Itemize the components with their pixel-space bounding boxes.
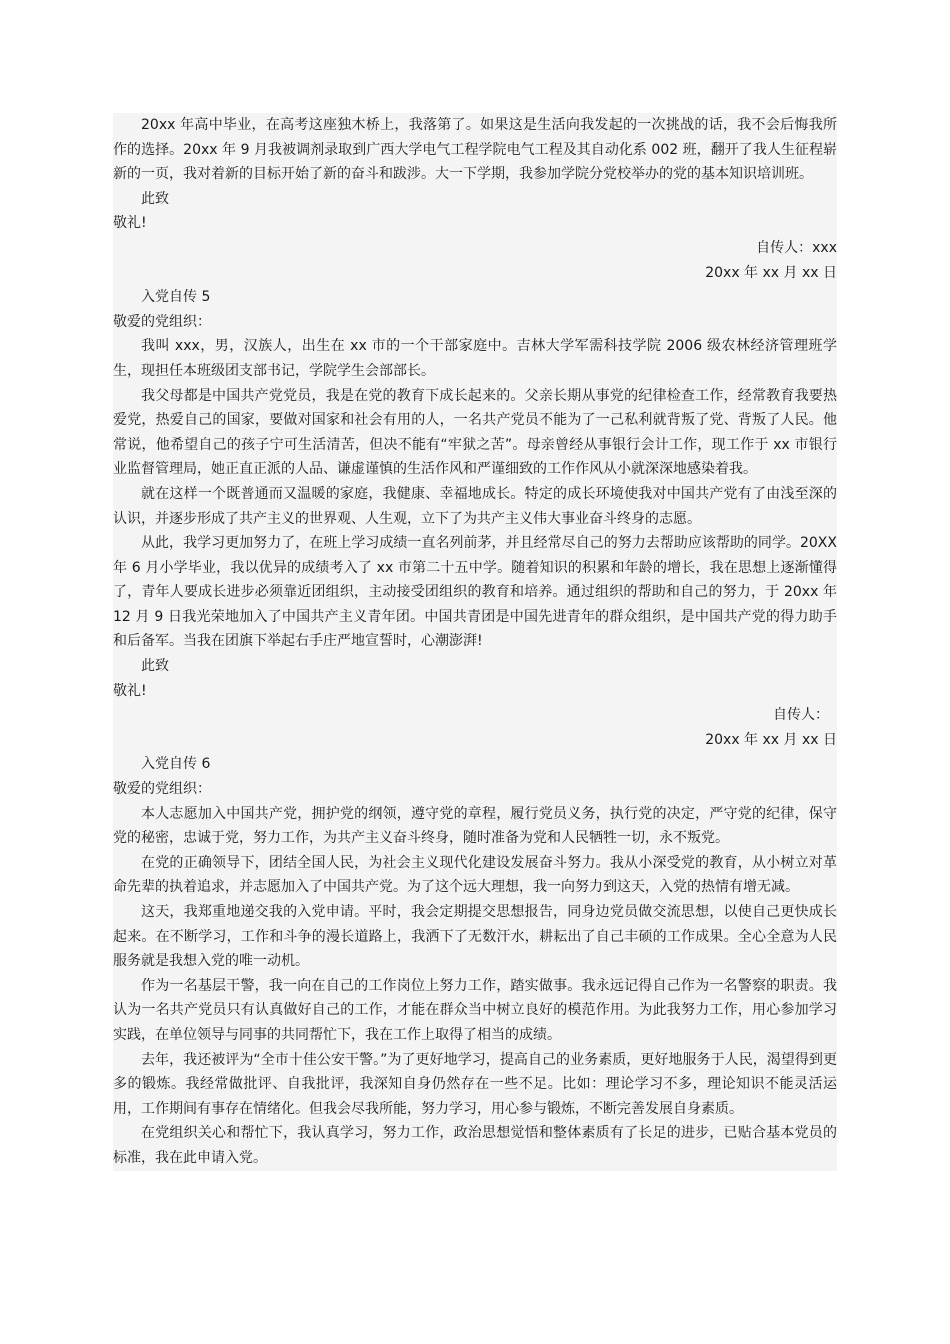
salutation: 敬爱的党组织： bbox=[113, 313, 211, 330]
closing-cizhi: 此致 bbox=[141, 190, 169, 207]
salutation: 敬爱的党组织： bbox=[113, 781, 211, 798]
date: 20xx 年 xx 月 xx 日 bbox=[705, 731, 837, 748]
paragraph: 作为一名基层干警，我一向在自己的工作岗位上努力工作，踏实做事。我永远记得自己作为一名警察的职责。我认为一名共产党员只有认真做好自己的工作，才能在群众当中树立良好的模范作用。为此我努力工作，用心参加学习实践，在单位领导与同事的共同帮忙下，我在工作上取得了相当的成绩。 bbox=[113, 977, 837, 1043]
paragraph: 就在这样一个既普通而又温暖的家庭，我健康、幸福地成长。特定的成长环境使我对中国共产党有了由浅至深的认识，并逐步形成了共产主义的世界观、人生观，立下了为共产主义伟大事业奋斗终身的志愿。 bbox=[113, 485, 837, 527]
section-title: 入党自传 5 bbox=[141, 289, 211, 306]
signer: 自传人：xxx bbox=[756, 239, 837, 256]
closing-jingli: 敬礼! bbox=[113, 682, 147, 699]
paragraph: 本人志愿加入中国共产党，拥护党的纲领，遵守党的章程，履行党员义务，执行党的决定，严守党的纪律，保守党的秘密，忠诚于党，努力工作，为共产主义奋斗终身，随时准备为党和人民牺牲一切，永不叛党。 bbox=[113, 805, 837, 847]
date: 20xx 年 xx 月 xx 日 bbox=[705, 264, 837, 281]
section-title: 入党自传 6 bbox=[141, 756, 211, 773]
paragraph: 我父母都是中国共产党党员，我是在党的教育下成长起来的。父亲长期从事党的纪律检查工作，经常教育我要热爱党，热爱自己的国家，要做对国家和社会有用的人，一名共产党员不能为了一己私利就背叛了党、背叛了人民。他常说，他希望自己的孩子宁可生活清苦，但决不能有“牢狱之苦”。母亲曾经从事银行会计工作，现工作于 xx 市银行业监督管理局，她正直正派的人品、谦虚谨慎的生活作风和严谨细致的工作作风从小就深深地感染着我。 bbox=[113, 387, 837, 478]
paragraph: 去年，我还被评为“全市十佳公安干警。”为了更好地学习，提高自己的业务素质，更好地服务于人民，渴望得到更多的锻炼。我经常做批评、自我批评，我深知自身仍然存在一些不足。比如：理论学习不多，理论知识不能灵活运用，工作期间有事存在情绪化。但我会尽我所能，努力学习，用心参与锻炼，不断完善发展自身素质。 bbox=[113, 1051, 837, 1117]
paragraph: 这天，我郑重地递交我的入党申请。平时，我会定期提交思想报告，同身边党员做交流思想，以使自己更快成长起来。在不断学习，工作和斗争的漫长道路上，我洒下了无数汗水，耕耘出了自己丰硕的工作成果。全心全意为人民服务就是我想入党的唯一动机。 bbox=[113, 904, 837, 970]
paragraph: 20xx 年高中毕业，在高考这座独木桥上，我落第了。如果这是生活向我发起的一次挑战的话，我不会后悔我所作的选择。20xx 年 9 月我被调剂录取到广西大学电气工程学院电气工程及其自动化系 002 班，翻开了我人生征程崭新的一页，我对着新的目标开始了新的奋斗和跋涉。大一下学期，我参加学院分党校举办的党的基本知识培训班。 bbox=[113, 117, 837, 183]
paragraph: 我叫 xxx，男，汉族人，出生在 xx 市的一个干部家庭中。吉林大学军需科技学院 2006 级农林经济管理班学生，现担任本班级团支部书记，学院学生会部部长。 bbox=[113, 338, 837, 379]
signer: 自传人： bbox=[773, 707, 829, 724]
closing-jingli: 敬礼! bbox=[113, 215, 147, 232]
paragraph: 从此，我学习更加努力了，在班上学习成绩一直名列前茅，并且经常尽自己的努力去帮助应该帮助的同学。20XX 年 6 月小学毕业，我以优异的成绩考入了 xx 市第二十五中学。随着知识的积累和年龄的增长，我在思想上逐渐懂得了，青年人要成长进步必须靠近团组织，主动接受团组织的教育和培养。通过组织的帮助和自己的努力，于 20xx 年 12 月 9 日我光荣地加入了中国共产主义青年团。中国共青团是中国先进青年的群众组织，是中国共产党的得力助手和后备军。当我在团旗下举起右手庄严地宣誓时，心潮澎湃! bbox=[113, 535, 837, 650]
paragraph: 在党的正确领导下，团结全国人民，为社会主义现代化建设发展奋斗努力。我从小深受党的教育，从小树立对革命先辈的执着追求，并志愿加入了中国共产党。为了这个远大理想，我一向努力到这天，入党的热情有增无减。 bbox=[113, 854, 837, 896]
document-page bbox=[113, 113, 837, 1171]
paragraph: 在党组织关心和帮忙下，我认真学习，努力工作，政治思想觉悟和整体素质有了长足的进步，已贴合基本党员的标准，我在此申请入党。 bbox=[113, 1125, 837, 1166]
closing-cizhi: 此致 bbox=[141, 658, 169, 675]
